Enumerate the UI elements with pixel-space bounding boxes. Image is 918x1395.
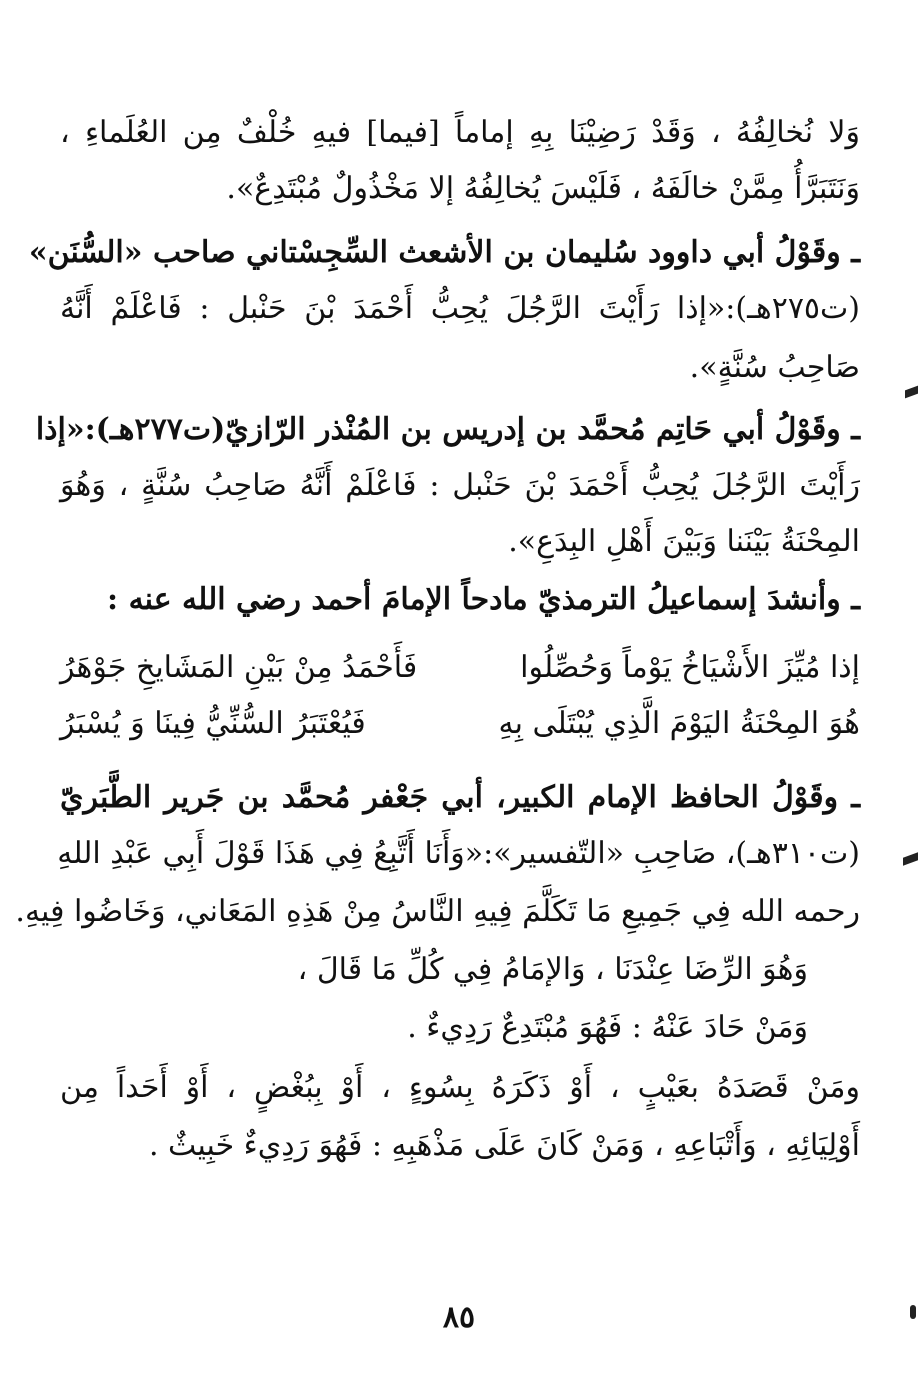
text-line: ـ وأنشدَ إسماعيلُ الترمذيّ مادحاً الإمامَ أحمد رضي الله عنه :: [107, 582, 860, 617]
indented-line: وَمَنْ حَادَ عَنْهُ : فَهُوَ مُبْتَدِعٌ رَدِيءٌ .: [407, 1010, 808, 1045]
verse-first-hemistich: إذا مُيِّزَ الأَشْيَاخُ يَوْماً وَحُصِّلُوا: [520, 650, 860, 685]
text-line: صَاحِبُ سُنَّةٍ».: [689, 350, 860, 385]
text-line: ـ وقَوْلُ أبي داوود سُليمان بن الأشعث السِّجِسْتاني صاحب «السُّنَن»: [28, 235, 860, 270]
text-line: رحمه الله فِي جَمِيعِ مَا تَكَلَّمَ فِيهِ النَّاسُ مِنْ هَذِهِ المَعَاني، وَخَاضُوا فِيهِ.: [15, 894, 860, 929]
page-number: ٨٥: [442, 1300, 476, 1335]
binding-mark: [910, 1305, 916, 1319]
verse-row: [60, 696, 860, 752]
binding-mark: [903, 852, 918, 865]
text-line: وَلا نُخالِفُهُ ، وَقَدْ رَضِيْنَا بِهِ إماماً [فيما] فيهِ خُلْفٌ مِن العُلَماءِ ،: [60, 115, 860, 150]
verse-first-hemistich: هُوَ المِحْنَةُ اليَوْمَ الَّذِي يُبْتَلَى بِهِ: [498, 706, 860, 741]
text-line: ومَنْ قَصَدَهُ بعَيْبٍ ، أَوْ ذَكَرَهُ بِسُوءٍ ، أَوْ بِبُغْضٍ ، أَوْ أَحَداً مِن: [60, 1070, 860, 1105]
text-line: رَأَيْتَ الرَّجُلَ يُحِبُّ أَحْمَدَ بْنَ حَنْبل : فَاعْلَمْ أَنَّهُ صَاحِبُ سُنَّةٍ ، وَهُوَ: [60, 468, 860, 503]
indented-line: وَهُوَ الرِّضَا عِنْدَنَا ، وَالإمَامُ فِي كُلِّ مَا قَالَ ،: [297, 952, 808, 987]
text-line: وَنَتَبَرَّأُ مِمَّنْ خالَفَهُ ، فَلَيْسَ يُخالِفُهُ إلا مَخْذُولٌ مُبْتَدِعٌ».: [226, 171, 860, 206]
verse-row: [60, 640, 860, 696]
verse-second-hemistich: فَيُعْتَبَرُ السُّنِّيُّ فِينَا وَ يُسْبَرُ: [60, 706, 366, 741]
text-line: المِحْنَةُ بَيْنَنا وَبَيْنَ أَهْلِ البِدَعِ».: [508, 524, 860, 559]
binding-mark: [905, 386, 918, 399]
verse-second-hemistich: فَأَحْمَدُ مِنْ بَيْنِ المَشَايخِ جَوْهَرُ: [60, 650, 418, 685]
text-line: ـ وقَوْلُ الحافظ الإمام الكبير، أبي جَعْفر مُحمَّد بن جَرير الطَّبَريّ: [60, 780, 860, 815]
text-line: (ت٢٧٥هـ):«إذا رَأَيْتَ الرَّجُلَ يُحِبُّ أَحْمَدَ بْنَ حَنْبل : فَاعْلَمْ أَنَّهُ: [60, 291, 860, 326]
text-line: (ت٣١٠هـ)، صَاحِبِ «التّفسير»:«وَأَنَا أَتَّبِعُ فِي هَذَا قَوْلَ أَبِي عَبْدِ اللهِ: [57, 836, 860, 871]
text-line: أَوْلِيَائِهِ ، وَأَتْبَاعِهِ ، وَمَنْ كَانَ عَلَى مَذْهَبِهِ : فَهُوَ رَدِيءٌ خَبِيثٌ .: [148, 1128, 860, 1163]
text-line: ـ وقَوْلُ أبي حَاتِم مُحمَّد بن إدريس بن المُنْذر الرّازيّ(ت٢٧٧هـ):«إذا: [35, 412, 860, 447]
